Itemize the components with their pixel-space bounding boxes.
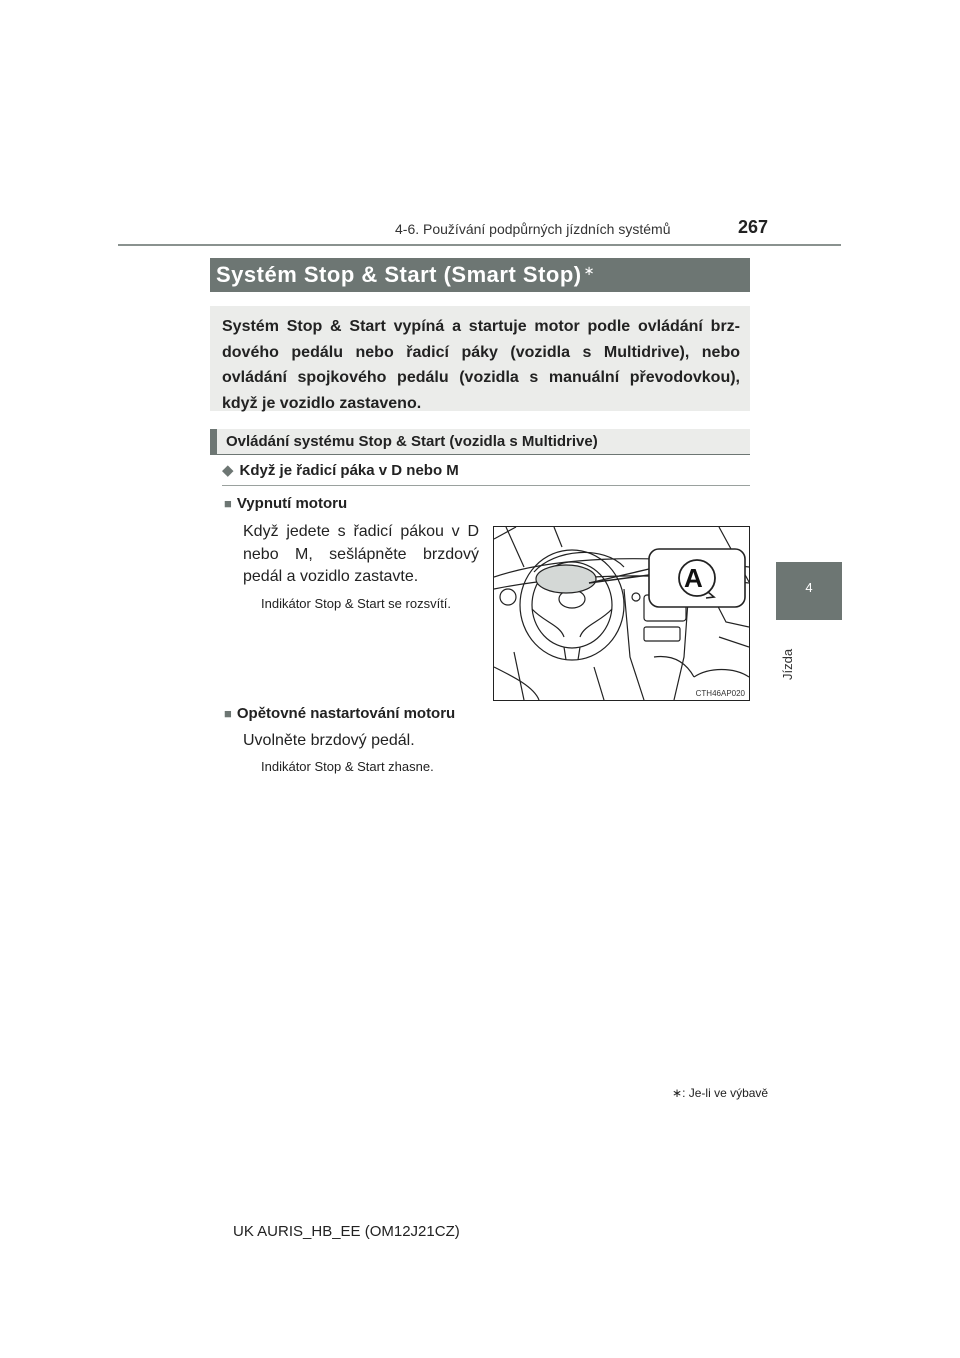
condition-heading <box>222 461 459 479</box>
square-bullet-icon: ■ <box>224 706 232 721</box>
footnote <box>672 1086 768 1100</box>
footnote-mark: ∗ <box>672 1086 683 1100</box>
item-heading-engine-stop <box>224 495 347 512</box>
item-note-engine-stop: Indikátor Stop & Start se rozsvítí. <box>261 596 452 611</box>
chapter-tab: 4 <box>776 562 842 620</box>
item-heading-text: Opětovné nastartování motoru <box>236 705 456 722</box>
section-header: 4-6. Používání podpůrných jízdních systémů <box>395 221 671 237</box>
illustration-code: CTH46AP020 <box>695 689 745 698</box>
subsection-heading: Ovládání systému Stop & Start (vozidla s Multidrive) <box>210 429 750 455</box>
page-number: 267 <box>738 217 769 237</box>
dashboard-drawing <box>494 527 749 700</box>
section-title-bar <box>210 258 750 292</box>
header-divider <box>118 244 841 246</box>
diamond-bullet-icon: ◆ <box>222 462 234 479</box>
callout-label: A <box>684 563 703 593</box>
dashboard-illustration <box>493 526 750 701</box>
intro-box: Systém Stop & Start vypíná a startuje motor podle ovládání brz-dového pedálu nebo řadicí páky (vozidla s Multidrive), nebo ovládání spojkového pedálu (vozidla s manuální převodovkou), když je vozidlo zastaveno. <box>210 306 750 411</box>
item-body-engine-stop: Když jedete s řadicí pákou v D nebo M, sešlápněte brzdový pedál a vozidlo zastavte. <box>243 523 479 585</box>
item-heading-engine-restart <box>224 705 455 722</box>
item-body-engine-restart: Uvolněte brzdový pedál. <box>243 732 415 749</box>
item-note-engine-restart: Indikátor Stop & Start zhasne. <box>261 759 434 774</box>
manual-model-code: UK AURIS_HB_EE (OM12J21CZ) <box>233 1223 460 1240</box>
item-heading-text: Vypnutí motoru <box>236 495 348 512</box>
optional-mark: ∗ <box>583 263 596 278</box>
footnote-text: : Je-li ve výbavě <box>682 1086 769 1100</box>
section-title: Systém Stop & Start (Smart Stop) <box>216 262 582 287</box>
chapter-label: Jízda <box>780 648 795 680</box>
condition-heading-text: Když je řadicí páka v D nebo M <box>239 462 459 479</box>
square-bullet-icon: ■ <box>224 496 232 511</box>
condition-divider <box>222 485 750 486</box>
